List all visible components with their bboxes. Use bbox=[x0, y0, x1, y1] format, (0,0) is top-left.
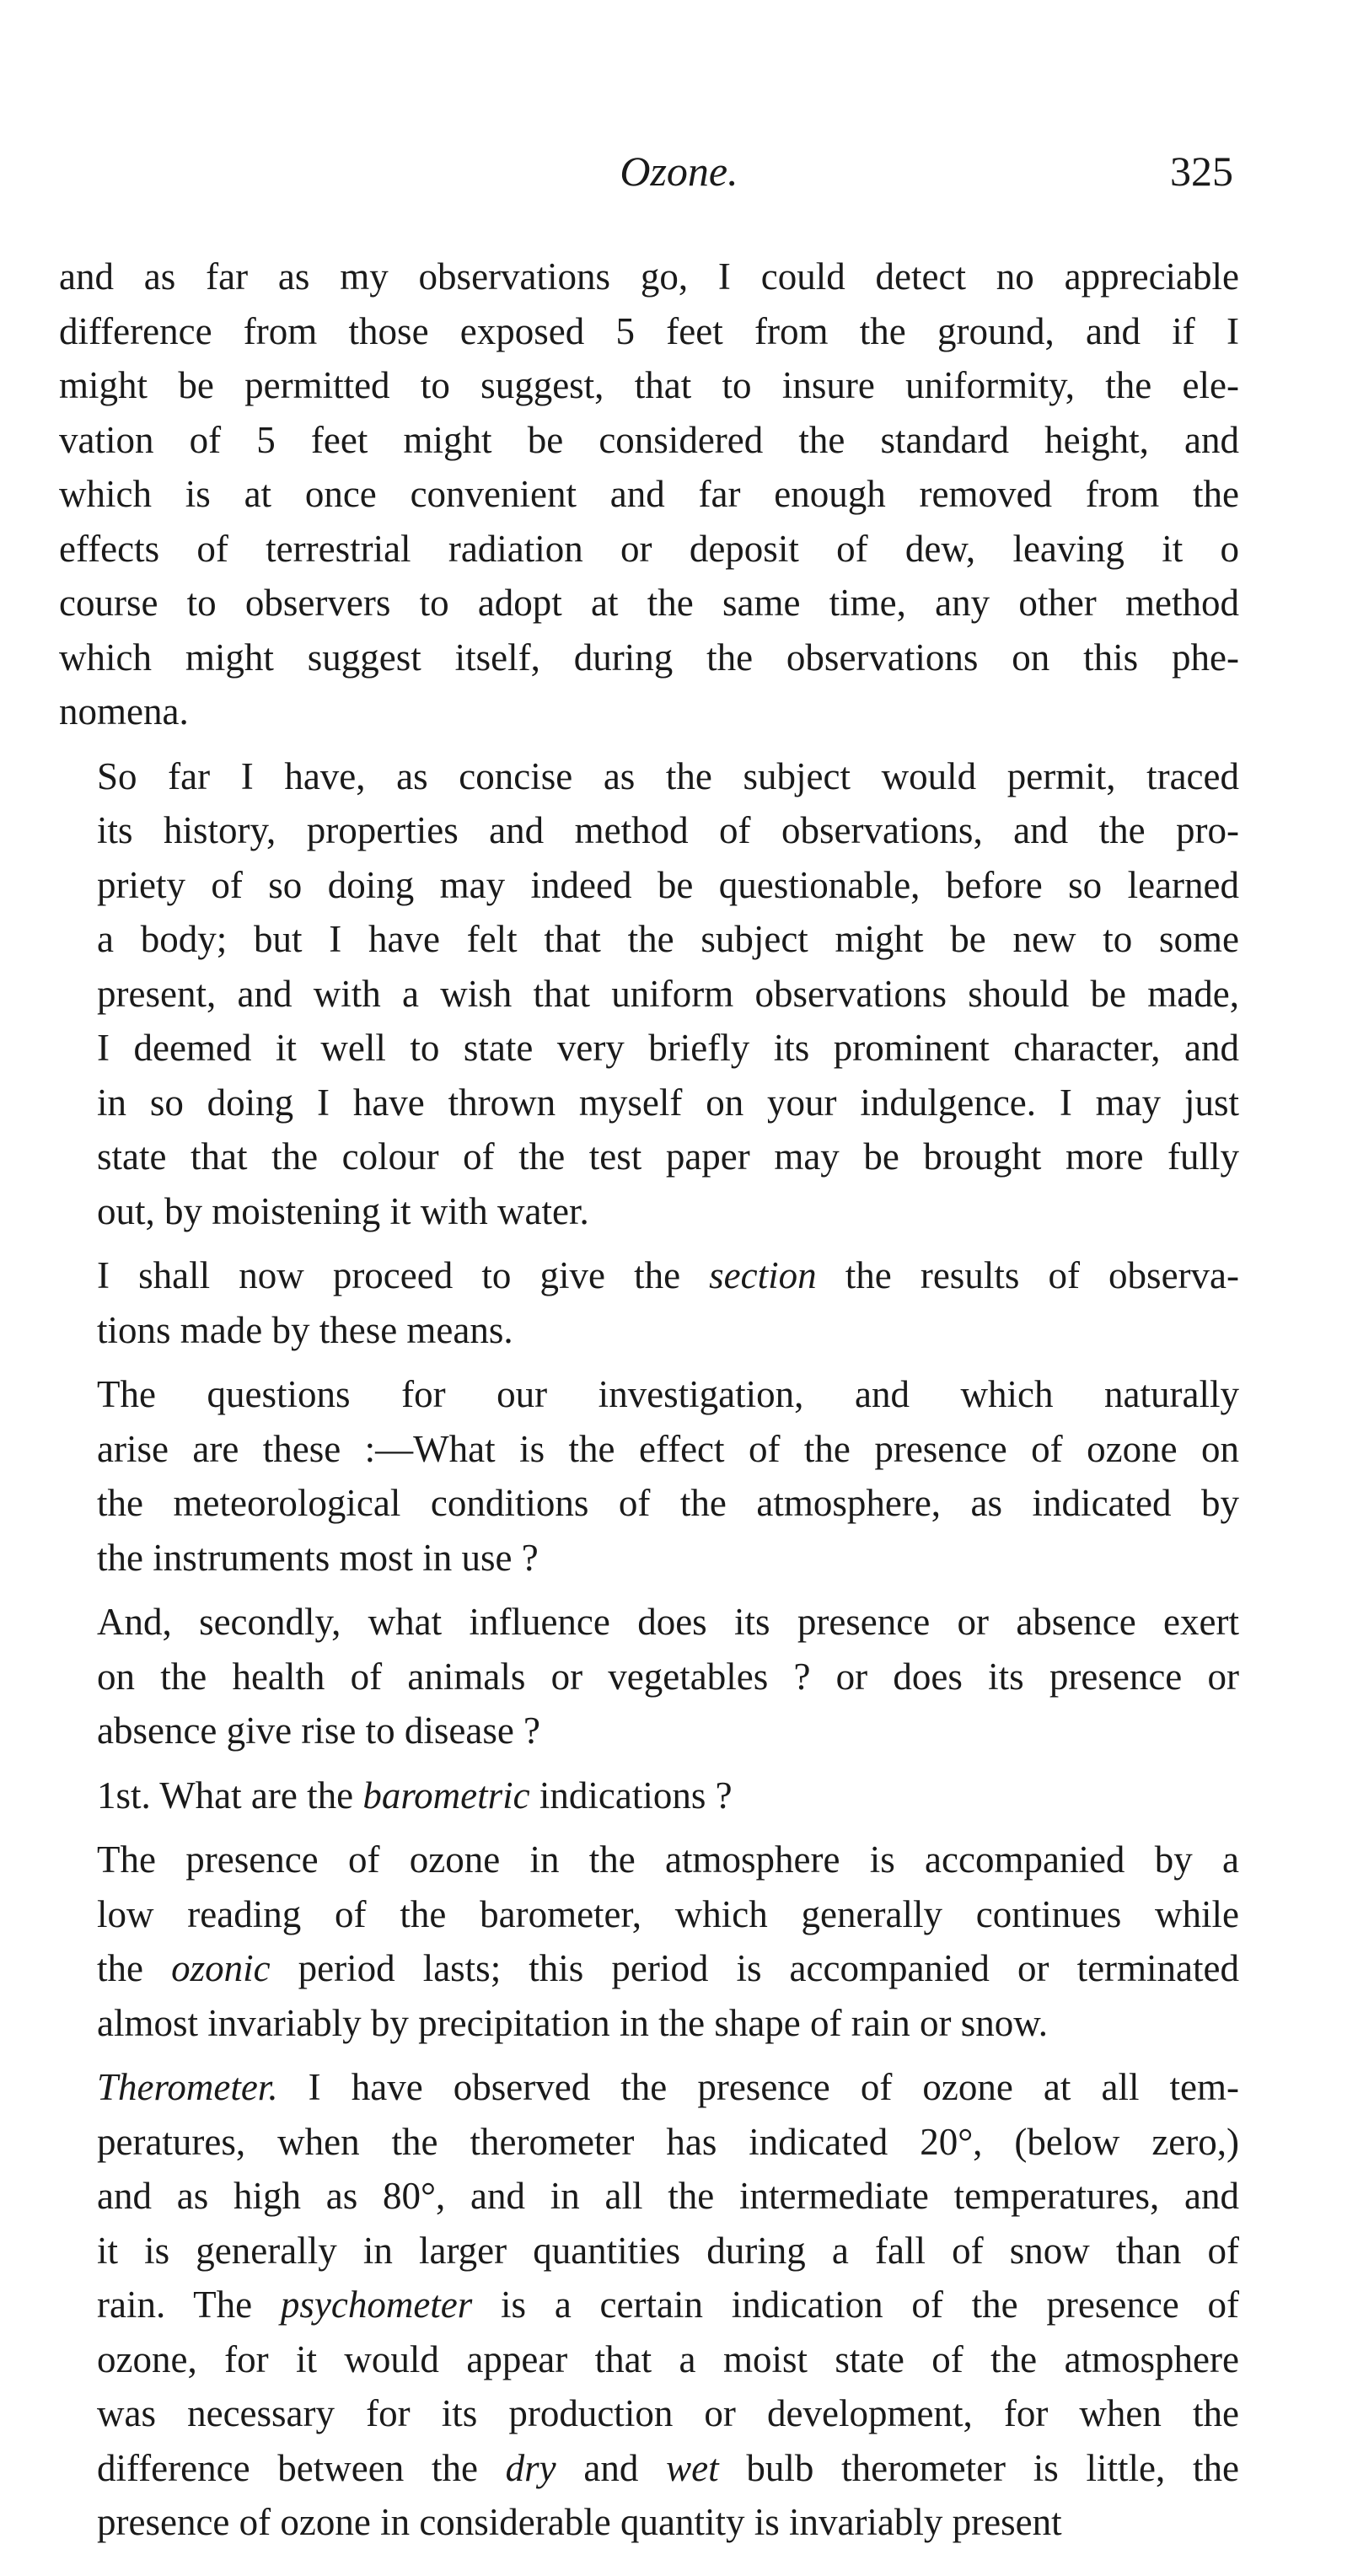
paragraph-4 bbox=[59, 1367, 1239, 1585]
text-line: ozone, for it would appear that a moist state of the atmosphere bbox=[97, 2337, 1239, 2380]
text-line: it is generally in larger quantities during a fall of snow than of bbox=[97, 2229, 1239, 2272]
text-run: is a certain indication of the presence of bbox=[472, 2284, 1239, 2326]
text-line: almost invariably by precipitation in the shape of rain or snow. bbox=[97, 2001, 1049, 2044]
text-line bbox=[59, 2441, 1239, 2496]
text-run: indications ? bbox=[529, 1774, 733, 1817]
text-line: might be permitted to suggest, that to insure uniformity, the ele- bbox=[59, 364, 1239, 406]
text-line: on the health of animals or vegetables ? or does its presence or bbox=[97, 1655, 1239, 1698]
text-line: out, by moistening it with water. bbox=[97, 1189, 589, 1232]
body-text bbox=[59, 250, 1239, 2560]
text-run: and bbox=[556, 2446, 667, 2489]
text-line: which might suggest itself, during the observations on this phe- bbox=[59, 636, 1239, 679]
text-line: The presence of ozone in the atmosphere is accompanied by a bbox=[97, 1838, 1239, 1881]
text-line: And, secondly, what influence does its presence or absence exert bbox=[97, 1601, 1239, 1643]
text-line: which is at once convenient and far enough removed from the bbox=[59, 473, 1239, 515]
text-run: bulb therometer is little, the bbox=[718, 2446, 1239, 2489]
text-run: difference between the bbox=[97, 2446, 506, 2489]
text-line: The questions for our investigation, and which naturally bbox=[97, 1373, 1239, 1415]
paragraph-1 bbox=[59, 250, 1239, 739]
italic-run: dry bbox=[505, 2446, 556, 2489]
text-run: I shall now proceed to give the bbox=[97, 1254, 710, 1296]
text-line: tions made by these means. bbox=[97, 1308, 513, 1351]
running-title: Ozone. bbox=[620, 148, 738, 195]
paragraph-5 bbox=[59, 1595, 1239, 1758]
text-line: low reading of the barometer, which generally continues while bbox=[97, 1892, 1239, 1935]
text-line bbox=[59, 1768, 1239, 1823]
italic-run: barometric bbox=[362, 1774, 530, 1817]
text-line: was necessary for its production or development, for when the bbox=[97, 2392, 1239, 2434]
text-line: peratures, when the therometer has indicated 20°, (below zero,) bbox=[97, 2120, 1239, 2163]
text-run: I have observed the presence of ozone at all tem- bbox=[277, 2066, 1239, 2108]
text-line: its history, properties and method of observations, and the pro- bbox=[97, 809, 1239, 851]
italic-run: section bbox=[709, 1254, 817, 1296]
text-line: nomena. bbox=[59, 690, 189, 733]
text-line: present, and with a wish that uniform observations should be made, bbox=[97, 972, 1239, 1015]
italic-run: Therometer. bbox=[97, 2066, 278, 2108]
text-line: presence of ozone in considerable quantity is invariably present bbox=[97, 2501, 1062, 2543]
text-run: period lasts; this period is accompanied or terminated bbox=[270, 1947, 1239, 1989]
text-line bbox=[59, 2278, 1239, 2332]
page-number: 325 bbox=[1170, 148, 1233, 195]
text-run: the bbox=[97, 1947, 172, 1989]
text-line: So far I have, as concise as the subject would permit, traced bbox=[97, 754, 1239, 797]
text-line: priety of so doing may indeed be questionable, before so learned bbox=[97, 863, 1239, 906]
text-line: a body; but I have felt that the subject might be new to some bbox=[97, 918, 1239, 960]
running-head bbox=[0, 142, 1358, 201]
text-line bbox=[59, 1941, 1239, 1996]
italic-run: psychometer bbox=[280, 2284, 473, 2326]
text-run: the results of observa- bbox=[816, 1254, 1239, 1296]
text-line: I deemed it well to state very briefly its prominent character, and bbox=[97, 1027, 1239, 1069]
text-line bbox=[59, 2060, 1239, 2115]
text-run: 1st. What are the bbox=[97, 1774, 363, 1817]
text-line: and as high as 80°, and in all the intermediate temperatures, and bbox=[97, 2175, 1239, 2217]
paragraph-8 bbox=[59, 2060, 1239, 2550]
paragraph-7 bbox=[59, 1833, 1239, 2050]
text-line: arise are these :—What is the effect of the presence of ozone on bbox=[97, 1427, 1239, 1470]
paragraph-6 bbox=[59, 1768, 1239, 1823]
text-line: vation of 5 feet might be considered the standard height, and bbox=[59, 418, 1239, 461]
paragraph-3 bbox=[59, 1248, 1239, 1357]
text-line: in so doing I have thrown myself on your indulgence. I may just bbox=[97, 1081, 1239, 1124]
text-line: and as far as my observations go, I could detect no appreciable bbox=[59, 255, 1239, 298]
text-line: absence give rise to disease ? bbox=[97, 1709, 541, 1752]
paragraph-2 bbox=[59, 749, 1239, 1239]
text-line: difference from those exposed 5 feet from the ground, and if I bbox=[59, 309, 1239, 352]
text-line: the instruments most in use ? bbox=[97, 1536, 539, 1579]
italic-run: wet bbox=[666, 2446, 719, 2489]
text-line: effects of terrestrial radiation or deposit of dew, leaving it o bbox=[59, 527, 1239, 570]
text-line: course to observers to adopt at the same time, any other method bbox=[59, 582, 1239, 624]
text-line: state that the colour of the test paper may be brought more fully bbox=[97, 1135, 1239, 1178]
text-line: the meteorological conditions of the atmosphere, as indicated by bbox=[97, 1482, 1239, 1524]
italic-run: ozonic bbox=[171, 1947, 271, 1989]
text-run: rain. The bbox=[97, 2284, 281, 2326]
text-line bbox=[59, 1248, 1239, 1303]
